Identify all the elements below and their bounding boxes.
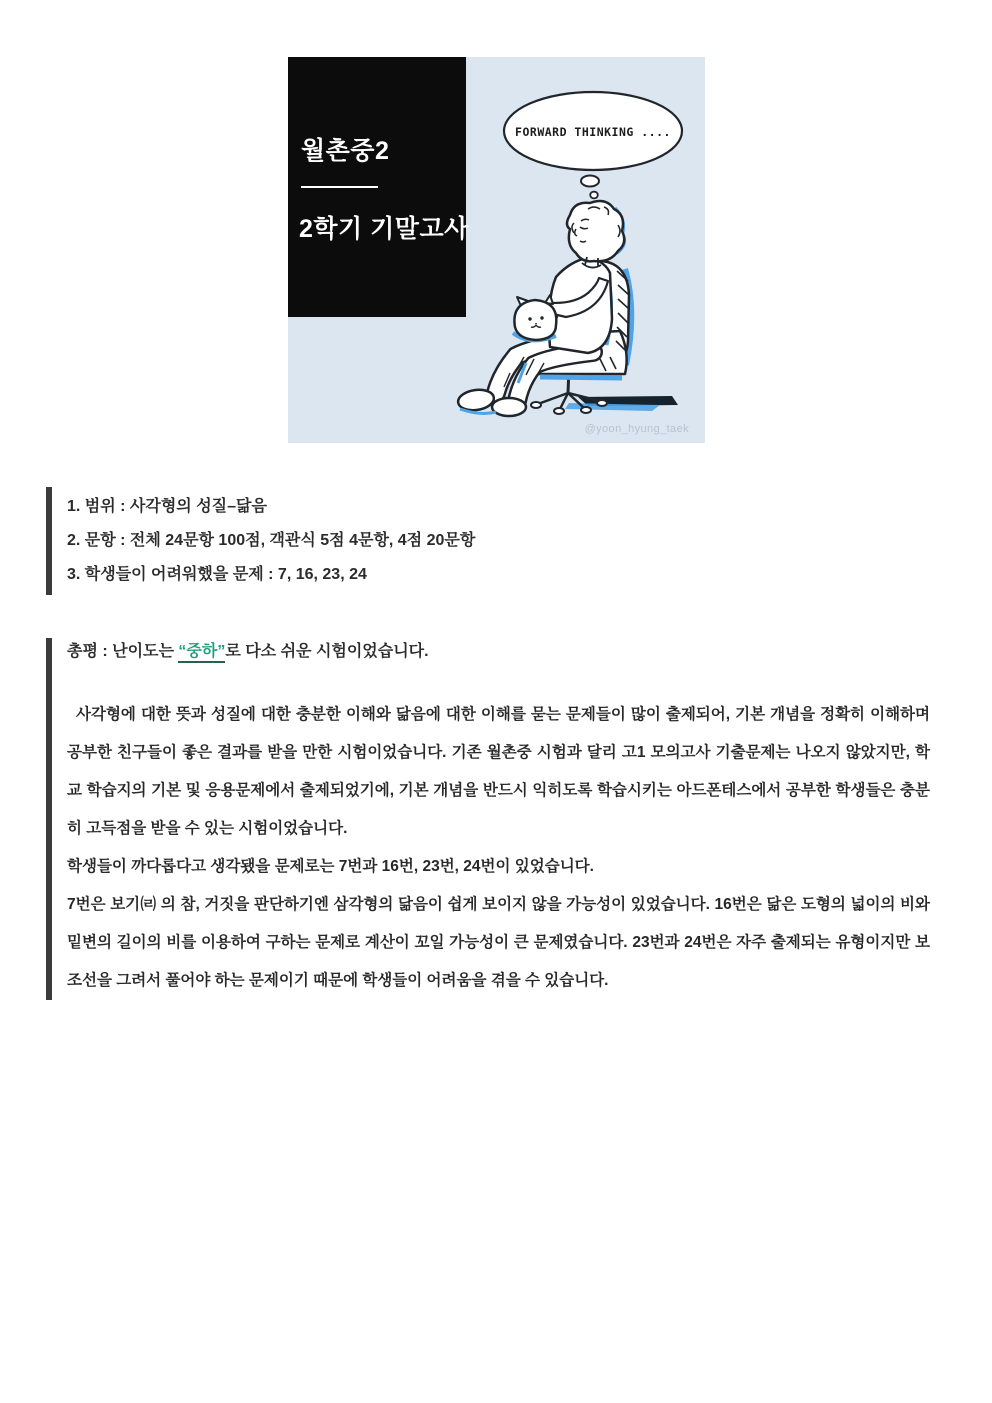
title-divider (301, 186, 378, 188)
review-paragraph-1: 사각형에 대한 뜻과 성질에 대한 충분한 이해와 닮음에 대한 이해를 묻는 문제들이 많이 출제되어, 기본 개념을 정확히 이해하며 공부한 친구들이 좋은 결과를 받을 만한 시험이었습니다. 기존 월촌중 시험과 달리 고1 모의고사 기출문제는 나오지 않았지만, 학교 학습지의 기본 및 응용문제에서 출제되었기에, 기본 개념을 반드시 익히도록 학습시키는 아드폰테스에서 공부한 학생들은 충분히 고득점을 받을 수 있는 시험이었습니다. (67, 706, 930, 837)
banner-title-school: 월촌중2 (301, 137, 390, 165)
review-section (46, 638, 930, 1000)
title-box (288, 57, 469, 317)
overall-review-line (67, 638, 930, 666)
info-item-questions: 2. 문항 : 전체 24문항 100점, 객관식 5점 4문항, 4점 20문항 (67, 532, 476, 549)
exam-info-section (46, 487, 930, 595)
info-item-scope: 1. 범위 : 사각형의 성질–닮음 (67, 498, 267, 515)
difficulty-highlight: “중하” (178, 643, 225, 663)
thought-bubble-text: FORWARD THINKING .... (515, 125, 671, 139)
review-paragraph-2-intro: 학생들이 까다롭다고 생각됐을 문제로는 7번과 16번, 23번, 24번이 있었습니다. (67, 858, 594, 875)
summary-suffix: 로 다소 쉬운 시험이었습니다. (225, 643, 429, 660)
review-paragraph-2-body: 7번은 보기㈃ 의 참, 거짓을 판단하기엔 삼각형의 닮음이 쉽게 보이지 않을 가능성이 있었습니다. 16번은 닮은 도형의 넓이의 비와 밑변의 길이의 비를 이용하여 구하는 문제로 계산이 꼬일 가능성이 큰 문제였습니다. 23번과 24번은 자주 출제되는 유형이지만 보조선을 그려서 풀어야 하는 문제이기 때문에 학생들이 어려움을 겪을 수 있습니다. (67, 896, 930, 989)
summary-prefix: 총평 : 난이도는 (67, 643, 179, 660)
woman-head (567, 201, 624, 266)
info-item-hard-problems: 3. 학생들이 어려워했을 문제 : 7, 16, 23, 24 (67, 566, 367, 583)
watermark-credit: @yoon_hyung_taek (584, 423, 689, 435)
banner-title-exam: 2학기 기말고사 (299, 215, 469, 243)
banner-image (288, 57, 705, 443)
cat (513, 295, 556, 340)
thought-bubble (504, 92, 682, 198)
